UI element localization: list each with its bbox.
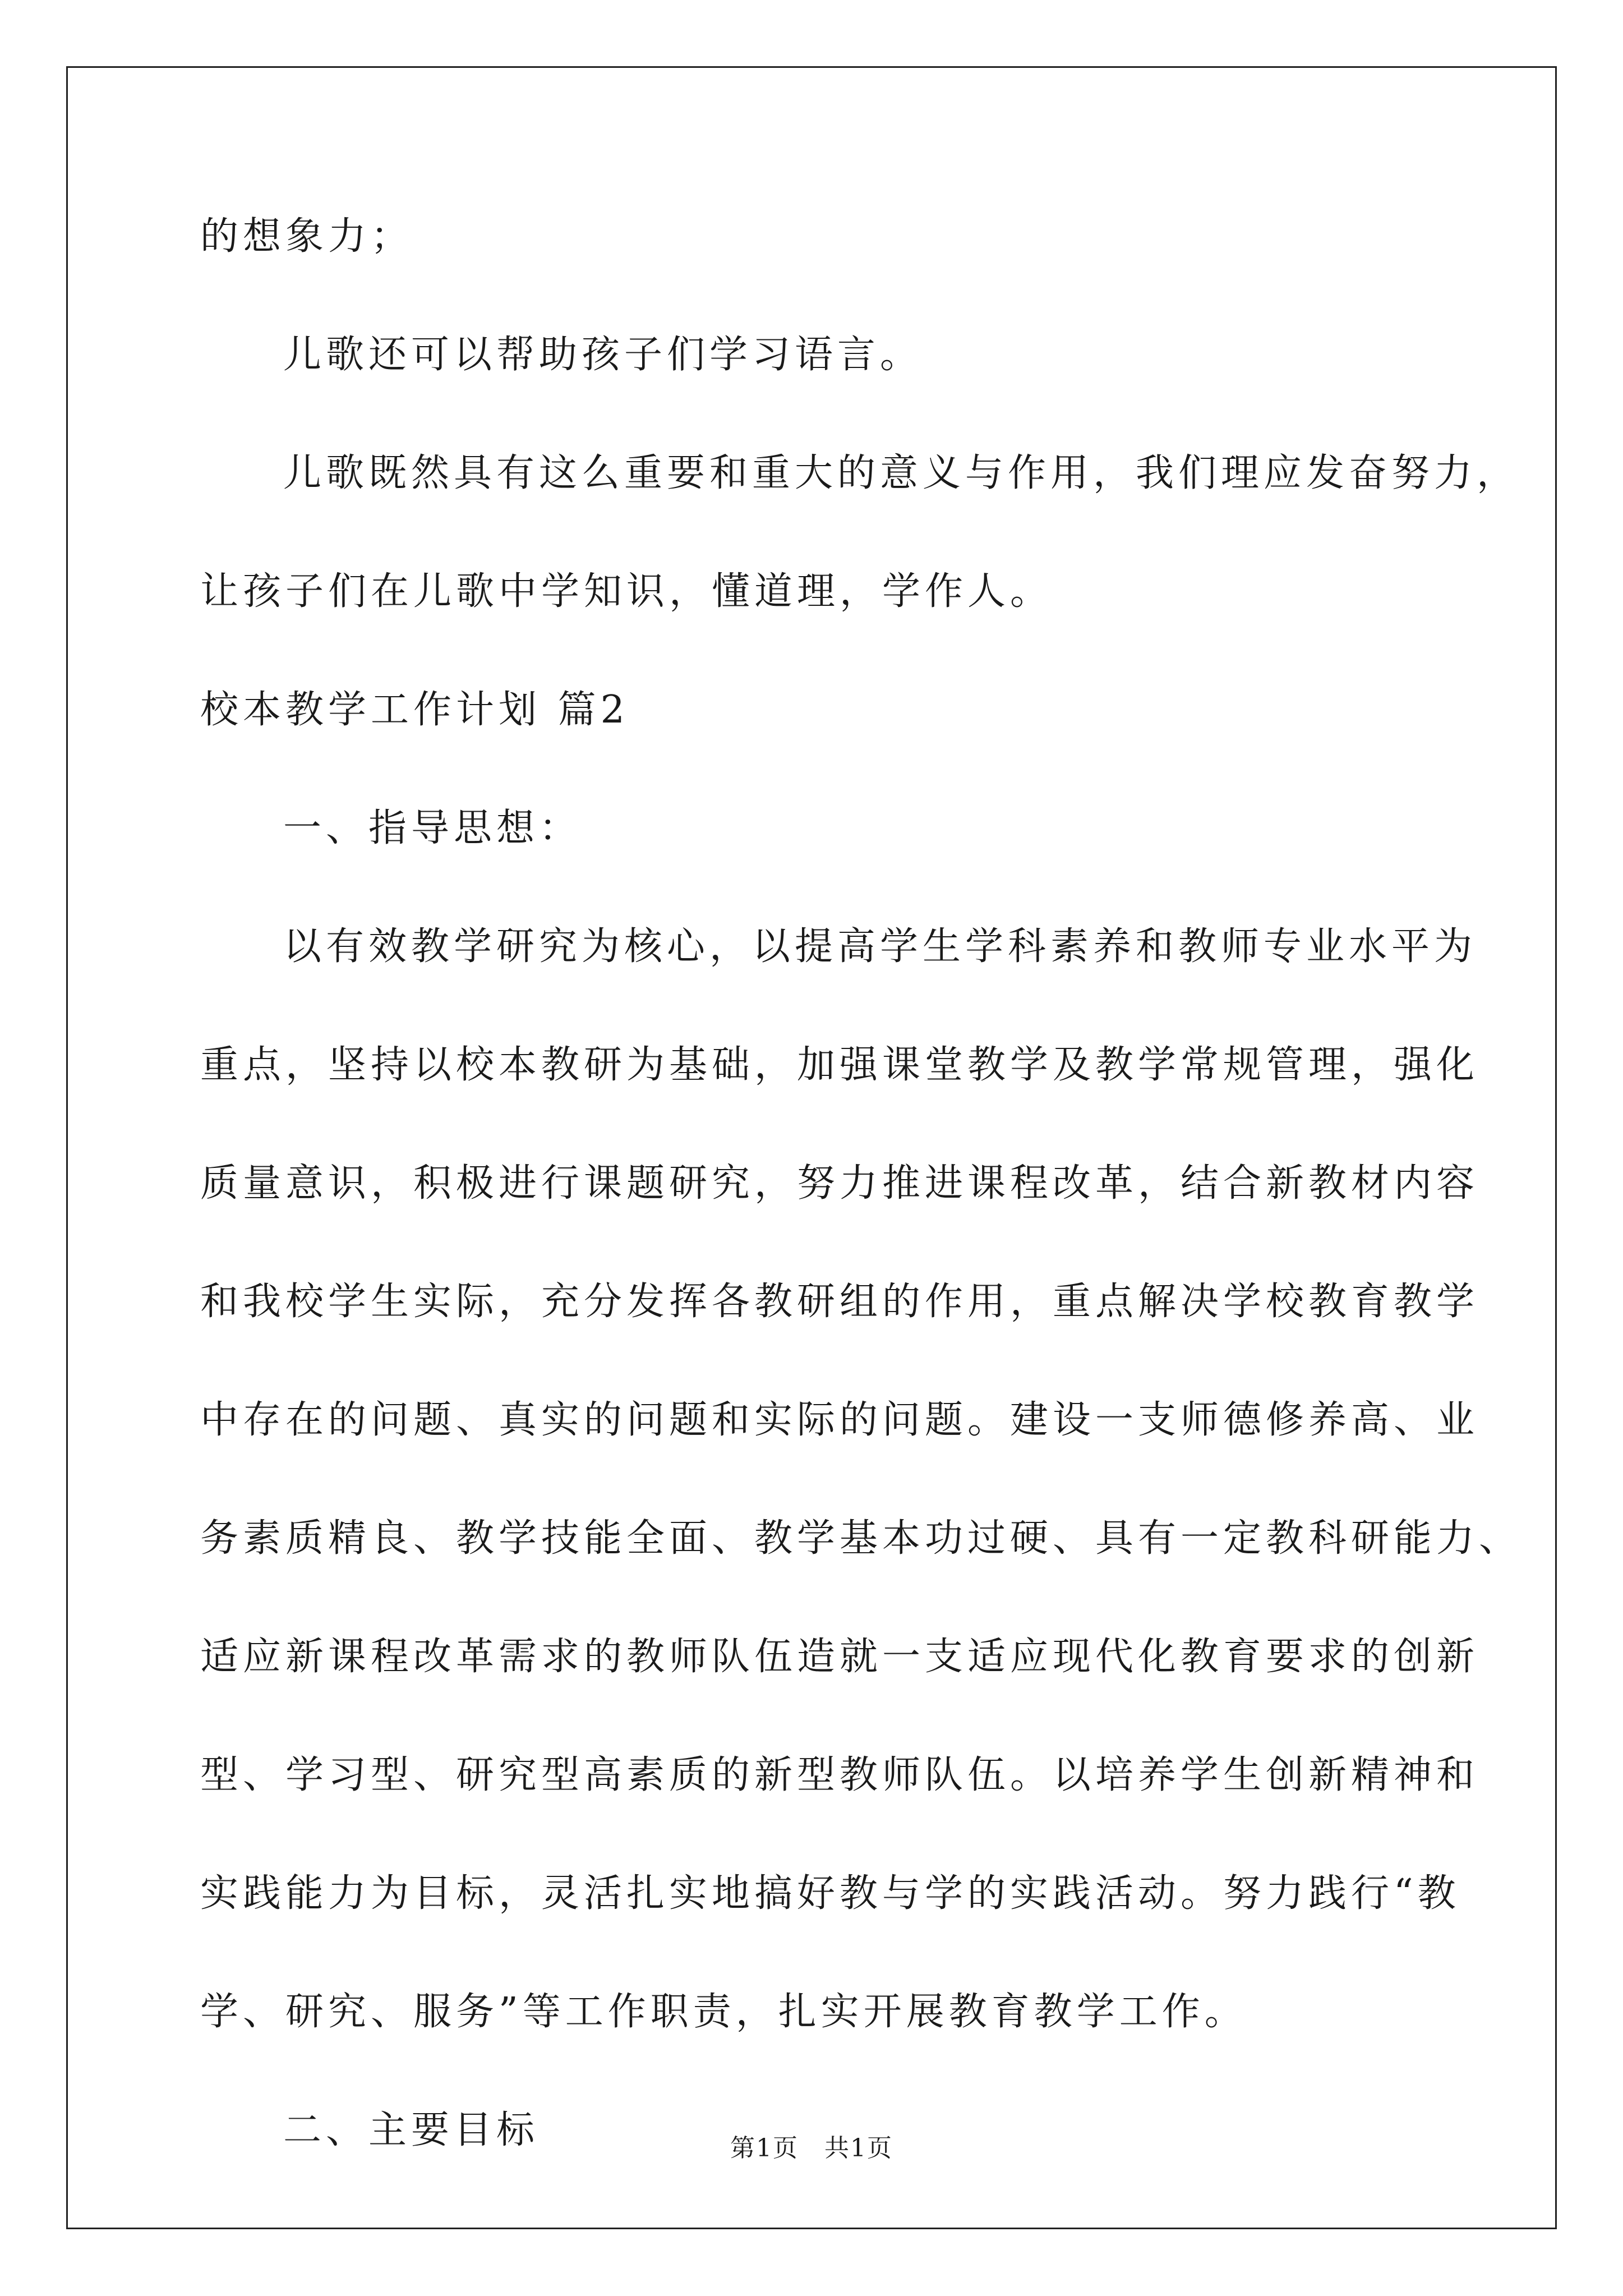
text-line: 以有效教学研究为核心，以提高学生学科素养和教师专业水平为 — [283, 924, 1477, 969]
text-line: 让孩子们在儿歌中学知识，懂道理，学作人。 — [200, 569, 1053, 614]
text-line: 质量意识，积极进行课题研究，努力推进课程改革，结合新教材内容 — [200, 1161, 1479, 1205]
text-line: 重点，坚持以校本教研为基础，加强课堂教学及教学常规管理，强化 — [200, 1043, 1479, 1087]
page-footer: 第1页 共1页 — [730, 2134, 893, 2162]
subheading-guiding-ideology: 一、指导思想： — [283, 806, 582, 850]
text-line: 实践能力为目标，灵活扎实地搞好教与学的实践活动。努力践行“教 — [200, 1871, 1460, 1916]
section-heading: 校本教学工作计划 篇2 — [200, 688, 629, 732]
text-line: 中存在的问题、真实的问题和实际的问题。建设一支师德修养高、业 — [200, 1398, 1479, 1442]
text-line: 学、研究、服务”等工作职责，扎实开展教育教学工作。 — [200, 1990, 1247, 2034]
text-line: 的想象力； — [200, 214, 414, 259]
text-line: 务素质精良、教学技能全面、教学基本功过硬、具有一定教科研能力、 — [200, 1516, 1522, 1561]
text-line: 型、学习型、研究型高素质的新型教师队伍。以培养学生创新精神和 — [200, 1753, 1479, 1797]
document-body — [200, 210, 1522, 2222]
text-line: 儿歌还可以帮助孩子们学习语言。 — [283, 333, 923, 377]
subheading-main-goals: 二、主要目标 — [283, 2108, 540, 2152]
text-line: 儿歌既然具有这么重要和重大的意义与作用，我们理应发奋努力， — [283, 451, 1520, 495]
text-line: 适应新课程改革需求的教师队伍造就一支适应现代化教育要求的创新 — [200, 1635, 1479, 1679]
text-line: 和我校学生实际，充分发挥各教研组的作用，重点解决学校教育教学 — [200, 1280, 1479, 1324]
